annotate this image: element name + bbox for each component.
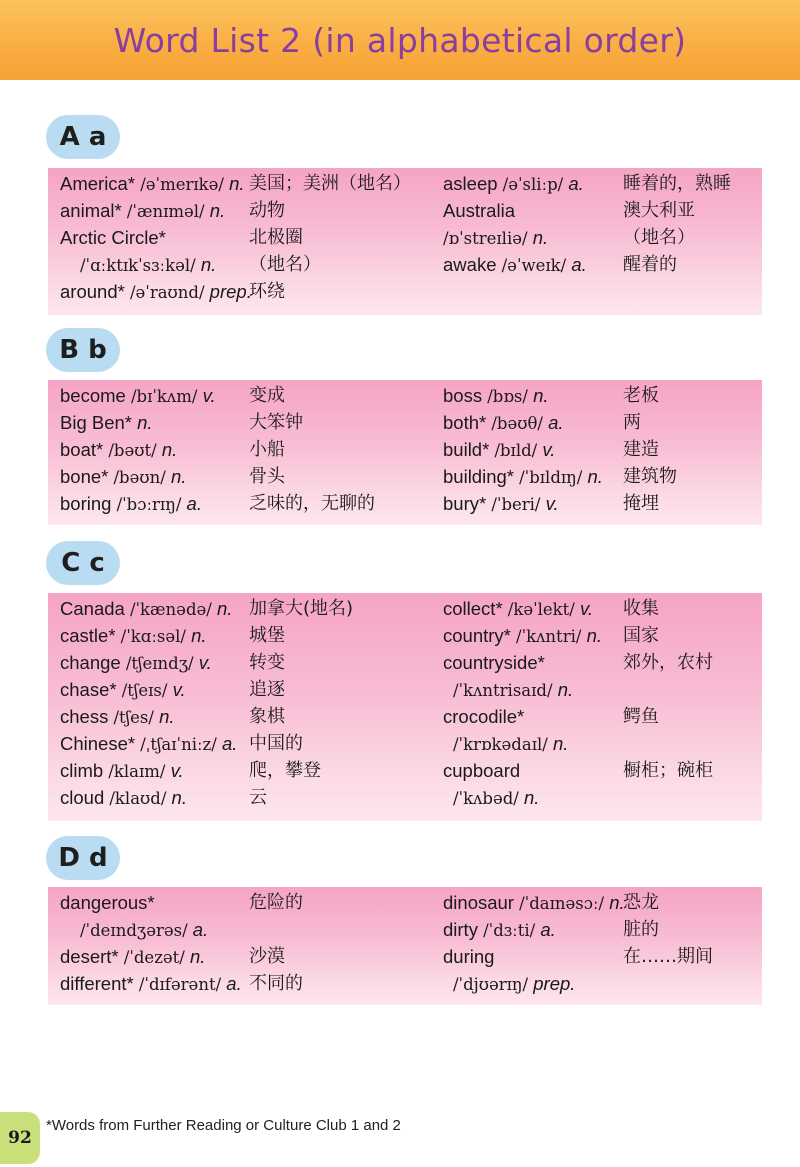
word-column-left (60, 889, 442, 997)
word-entry (60, 730, 442, 757)
word-en: Chinese* /ˌtʃaɪˈniːz/ a. (60, 733, 238, 754)
word-en: /ˈkʌntrisaɪd/ n. (453, 679, 574, 700)
word-entry (60, 170, 442, 197)
word-cn: 象棋 (249, 706, 285, 727)
section-panel-a (48, 168, 762, 315)
word-cn: 加拿大(地名) (249, 598, 354, 619)
word-cn: 建造 (623, 439, 659, 460)
word-en: both* /bəʊθ/ a. (443, 412, 564, 433)
word-cn: 恐龙 (623, 892, 659, 913)
word-en: castle* /ˈkɑːsəl/ n. (60, 625, 207, 646)
word-cn: 沙漠 (249, 946, 285, 967)
word-entry (60, 916, 442, 943)
word-column-right (443, 170, 762, 278)
word-cn: 睡着的，熟睡 (623, 173, 731, 194)
word-en: climb /klaɪm/ v. (60, 760, 184, 781)
word-en: country* /ˈkʌntri/ n. (443, 625, 602, 646)
word-column-right (443, 889, 762, 997)
word-cn: 城堡 (249, 625, 285, 646)
word-cn: 危险的 (249, 892, 303, 913)
word-cn: 小船 (249, 439, 285, 460)
word-entry (60, 463, 442, 490)
word-cn: 环绕 (249, 281, 285, 302)
word-en: asleep /əˈsliːp/ a. (443, 173, 584, 194)
word-entry (60, 784, 442, 811)
section-badge-d: D d (46, 836, 120, 880)
word-entry (443, 436, 762, 463)
word-entry (443, 490, 762, 517)
word-en: chase* /tʃeɪs/ v. (60, 679, 186, 700)
word-cn: 澳大利亚 (623, 200, 695, 221)
word-entry (60, 622, 442, 649)
word-entry (60, 436, 442, 463)
word-cn: 云 (249, 787, 267, 808)
word-entry (443, 382, 762, 409)
word-en: countryside* (443, 652, 545, 673)
word-entry (443, 251, 762, 278)
word-en: dirty /ˈdɜːti/ a. (443, 919, 556, 940)
word-cn: 北极圈 (249, 227, 303, 248)
word-entry (60, 943, 442, 970)
word-en: desert* /ˈdezət/ n. (60, 946, 206, 967)
word-entry (443, 730, 762, 757)
word-entry (443, 170, 762, 197)
word-entry (443, 889, 762, 916)
word-en: dinosaur /ˈdaɪnəsɔː/ n. (443, 892, 625, 913)
word-entry (443, 649, 762, 676)
word-cn: 变成 (249, 385, 285, 406)
word-cn: 两 (623, 412, 641, 433)
word-entry (60, 676, 442, 703)
word-entry (60, 224, 442, 251)
word-column-right (443, 595, 762, 811)
word-cn: 大笨钟 (249, 412, 303, 433)
word-en: /ˈkrɒkədaɪl/ n. (453, 733, 569, 754)
word-column-left (60, 382, 442, 517)
word-cn: 中国的 (249, 733, 303, 754)
page-title: Word List 2 (in alphabetical order) (113, 20, 687, 60)
word-en: animal* /ˈænɪməl/ n. (60, 200, 226, 221)
word-en: boss /bɒs/ n. (443, 385, 549, 406)
word-cn: 建筑物 (623, 466, 677, 487)
word-en: /ɒˈstreɪliə/ n. (443, 227, 549, 248)
word-en: boring /ˈbɔːrɪŋ/ a. (60, 493, 202, 514)
word-entry (60, 649, 442, 676)
word-en: chess /tʃes/ n. (60, 706, 175, 727)
word-entry (443, 676, 762, 703)
word-entry (60, 595, 442, 622)
word-en: boat* /bəʊt/ n. (60, 439, 178, 460)
word-cn: 收集 (623, 598, 659, 619)
word-entry (443, 622, 762, 649)
word-entry (443, 197, 762, 224)
word-en: during (443, 946, 495, 967)
word-cn: 追逐 (249, 679, 285, 700)
section-badge-a: A a (46, 115, 120, 159)
word-en: cupboard (443, 760, 521, 781)
word-en: /ˈdeɪndʒərəs/ a. (80, 919, 209, 940)
word-en: collect* /kəˈlekt/ v. (443, 598, 594, 619)
section-panel-c (48, 593, 762, 821)
word-entry (60, 490, 442, 517)
word-en: /ˈdjʊərɪŋ/ prep. (453, 973, 576, 994)
word-en: different* /ˈdɪfərənt/ a. (60, 973, 242, 994)
word-entry (443, 943, 762, 970)
section-panel-b (48, 380, 762, 525)
page-number-tab (0, 1112, 40, 1164)
word-cn: 美国；美洲（地名） (249, 173, 411, 194)
word-cn: 骨头 (249, 466, 285, 487)
word-cn: 不同的 (249, 973, 303, 994)
word-entry (443, 409, 762, 436)
word-en: /ˈɑːktɪkˈsɜːkəl/ n. (80, 254, 217, 275)
word-en: Arctic Circle* (60, 227, 166, 248)
word-en: crocodile* (443, 706, 525, 727)
word-cn: （地名） (623, 227, 695, 248)
word-en: /ˈkʌbəd/ n. (453, 787, 540, 808)
section-panel-d (48, 887, 762, 1005)
word-entry (443, 224, 762, 251)
word-en: bone* /bəʊn/ n. (60, 466, 187, 487)
word-column-right (443, 382, 762, 517)
word-entry (60, 970, 442, 997)
word-cn: 郊外，农村 (623, 652, 713, 673)
word-cn: 醒着的 (623, 254, 677, 275)
word-cn: 爬，攀登 (249, 760, 321, 781)
word-cn: 橱柜；碗柜 (623, 760, 713, 781)
word-cn: 转变 (249, 652, 285, 673)
section-badge-b: B b (46, 328, 120, 372)
word-en: change /tʃeɪndʒ/ v. (60, 652, 212, 673)
word-en: bury* /ˈberi/ v. (443, 493, 559, 514)
word-entry (443, 595, 762, 622)
word-entry (60, 889, 442, 916)
word-en: awake /əˈweɪk/ a. (443, 254, 587, 275)
word-en: build* /bɪld/ v. (443, 439, 556, 460)
word-cn: 脏的 (623, 919, 659, 940)
word-en: dangerous* (60, 892, 155, 913)
footnote: *Words from Further Reading or Culture Club 1 and 2 (46, 1117, 401, 1134)
page-header (0, 0, 800, 80)
word-entry (60, 382, 442, 409)
word-en: America* /əˈmerɪkə/ n. (60, 173, 245, 194)
word-cn: （地名） (249, 254, 321, 275)
word-en: building* /ˈbɪldɪŋ/ n. (443, 466, 603, 487)
word-cn: 国家 (623, 625, 659, 646)
word-entry (443, 970, 762, 997)
word-column-left (60, 170, 442, 305)
word-entry (60, 197, 442, 224)
word-entry (443, 463, 762, 490)
word-cn: 老板 (623, 385, 659, 406)
word-en: become /bɪˈkʌm/ v. (60, 385, 216, 406)
word-cn: 鳄鱼 (623, 706, 659, 727)
word-cn: 动物 (249, 200, 285, 221)
word-en: Canada /ˈkænədə/ n. (60, 598, 233, 619)
word-entry (60, 757, 442, 784)
word-entry (443, 757, 762, 784)
word-cn: 乏味的，无聊的 (249, 493, 375, 514)
word-entry (60, 409, 442, 436)
word-entry (60, 703, 442, 730)
word-entry (60, 278, 442, 305)
word-cn: 掩埋 (623, 493, 659, 514)
word-column-left (60, 595, 442, 811)
word-entry (443, 703, 762, 730)
word-en: cloud /klaʊd/ n. (60, 787, 187, 808)
section-badge-c: C c (46, 541, 120, 585)
word-cn: 在……期间 (623, 946, 713, 967)
word-entry (60, 251, 442, 278)
word-en: Australia (443, 200, 515, 221)
word-en: around* /əˈraʊnd/ prep. (60, 281, 252, 302)
word-entry (443, 784, 762, 811)
word-entry (443, 916, 762, 943)
word-en: Big Ben* n. (60, 412, 153, 433)
page-number: 92 (8, 1128, 32, 1148)
